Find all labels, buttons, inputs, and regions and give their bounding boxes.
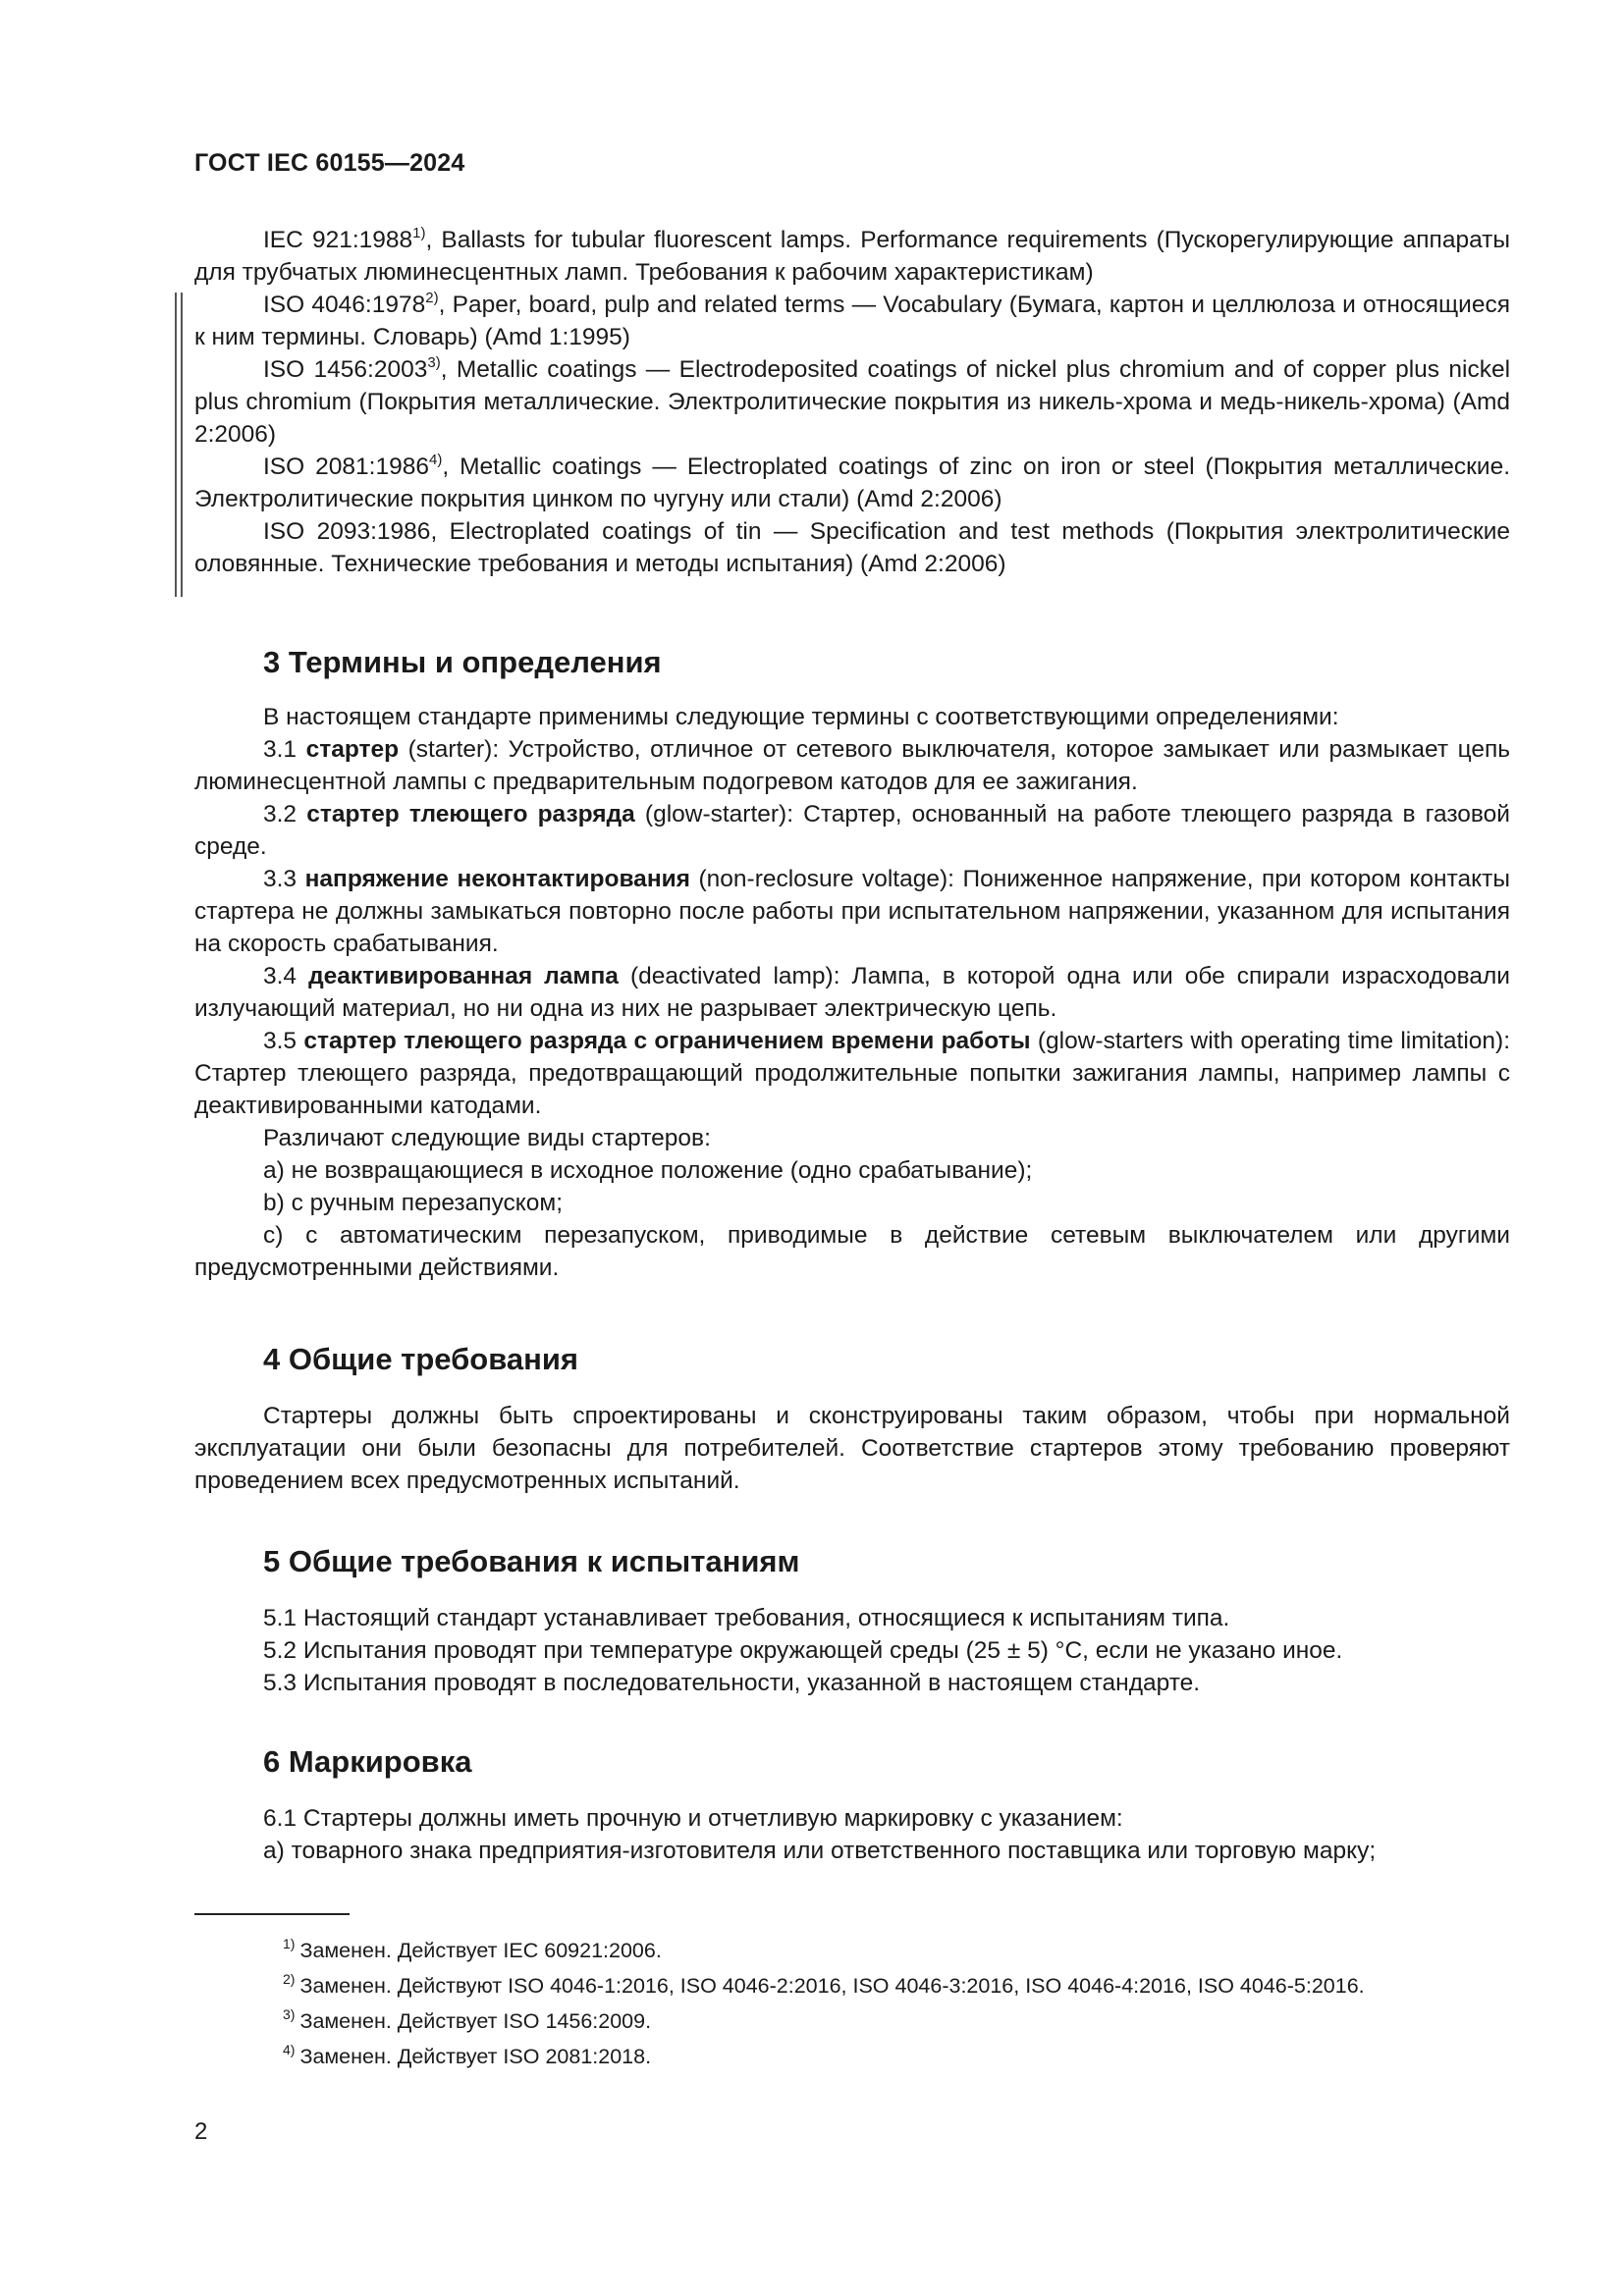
section-6 [194, 1743, 1510, 1867]
clause-5-2: 5.2 Испытания проводят при температуре окружающей среды (25 ± 5) °С, если не указано иное. [263, 1637, 1343, 1664]
term-3-1: 3.1 стартер (starter): Устройство, отличное от сетевого выключателя, которое замыкает или размыкает цепь люминесцентной лампы с предварительным подогревом катодов для ее зажигания. [194, 736, 1510, 795]
clause-6-1-a: a) товарного знака предприятия-изготовителя или ответственного поставщика или торговую марку; [263, 1838, 1377, 1864]
clause-6-1: 6.1 Стартеры должны иметь прочную и отчетливую маркировку с указанием: [263, 1805, 1123, 1832]
section-4-title: 4 Общие требования [263, 1342, 578, 1376]
starter-kinds: Различают следующие виды стартеров: [263, 1125, 711, 1151]
ref-item: ISO 2081:1986$^{4)}$, Metallic coatings — Electroplated coatings of zinc on iron or steel (Покрытия металлические. Электролитические покрытия цинком по чугуну или стали) (Amd 2:2006) [194, 451, 1511, 512]
page-number: 2 [194, 2118, 208, 2145]
term-3-3: 3.3 напряжение неконтактирования (non-reclosure voltage): Пониженное напряжение, при котором контакты стартера не должны замыкаться повторно после работы при испытательном напряжении, указанном для испытания на скорость срабатывания. [194, 866, 1510, 957]
starter-kind-a: a) не возвращающиеся в исходное положение (одно срабатывание); [263, 1157, 1033, 1184]
normative-references [194, 224, 1510, 580]
starter-kind-c: c) с автоматическим перезапуском, приводимые в действие сетевым выключателем или другими предусмотренными действиями. [194, 1222, 1510, 1281]
change-bar [175, 293, 183, 597]
starter-kind-b: b) с ручным перезапуском; [263, 1190, 564, 1216]
document-header: ГОСТ IEC 60155—2024 [194, 149, 465, 177]
term-3-2: 3.2 стартер тлеющего разряда (glow-starter): Стартер, основанный на работе тлеющего разряда в газовой среде. [194, 801, 1510, 860]
ref-item: ISO 1456:2003$^{3)}$, Metallic coatings — Electrodeposited coatings of nickel plus chromium and of copper plus nickel plus chromium (Покрытия металлические. Электролитические покрытия из никель-хрома и медь-никель-хрома) (Amd 2:2006) [194, 353, 1511, 448]
section-6-title: 6 Маркировка [263, 1744, 472, 1779]
footnote: $^{1)}$ Заменен. Действует IEC 60921:2006. [283, 1935, 662, 1962]
section-3-intro: В настоящем стандарте применимы следующие термины с соответствующими определениями: [263, 704, 1339, 730]
ref-item: ISO 4046:1978$^{2)}$, Paper, board, pulp and related terms — Vocabulary (Бумага, картон и целлюлоза и относящиеся к ним термины. Словарь) (Amd 1:1995) [194, 289, 1510, 350]
clause-5-1: 5.1 Настоящий стандарт устанавливает требования, относящиеся к испытаниям типа. [263, 1605, 1230, 1631]
section-3 [194, 644, 1510, 1284]
footnote: $^{4)}$ Заменен. Действует ISO 2081:2018. [283, 2041, 652, 2068]
ref-item: IEC 921:1988$^{1)}$, Ballasts for tubular fluorescent lamps. Performance requirements (Пускорегулирующие аппараты для трубчатых люминесцентных ламп. Требования к рабочим характеристикам) [194, 224, 1510, 286]
section-4 [194, 1341, 1510, 1497]
section-5 [194, 1543, 1510, 1699]
ref-item: ISO 2093:1986, Electroplated coatings of tin — Specification and test methods (Покрытия электролитические оловянные. Технические требования и методы испытания) (Amd 2:2006) [194, 518, 1511, 577]
term-3-5: 3.5 стартер тлеющего разряда с ограничением времени работы (glow-starters with operating time limitation): Стартер тлеющего разряда, предотвращающий продолжительные попытки зажигания лампы, например лампы с деактивированными катодами. [194, 1028, 1511, 1119]
term-3-4: 3.4 деактивированная лампа (deactivated lamp): Лампа, в которой одна или обе спирали израсходовали излучающий материал, но ни одна из них не разрывает электрическую цепь. [194, 963, 1510, 1022]
footnote-separator [194, 1913, 350, 1915]
section-5-title: 5 Общие требования к испытаниям [263, 1544, 800, 1578]
footnote: $^{2)}$ Заменен. Действуют ISO 4046-1:2016, ISO 4046-2:2016, ISO 4046-3:2016, ISO 4046-4:2016, ISO 4046-5:2016. [283, 1970, 1365, 1998]
section-3-title: 3 Термины и определения [263, 645, 662, 679]
footnote: $^{3)}$ Заменен. Действует ISO 1456:2009. [283, 2005, 652, 2033]
section-4-text: Стартеры должны быть спроектированы и сконструированы таким образом, чтобы при нормальной эксплуатации они были безопасны для потребителей. Соответствие стартеров этому требованию проверяют проведением всех предусмотренных испытаний. [194, 1403, 1510, 1494]
clause-5-3: 5.3 Испытания проводят в последовательности, указанной в настоящем стандарте. [263, 1670, 1201, 1696]
